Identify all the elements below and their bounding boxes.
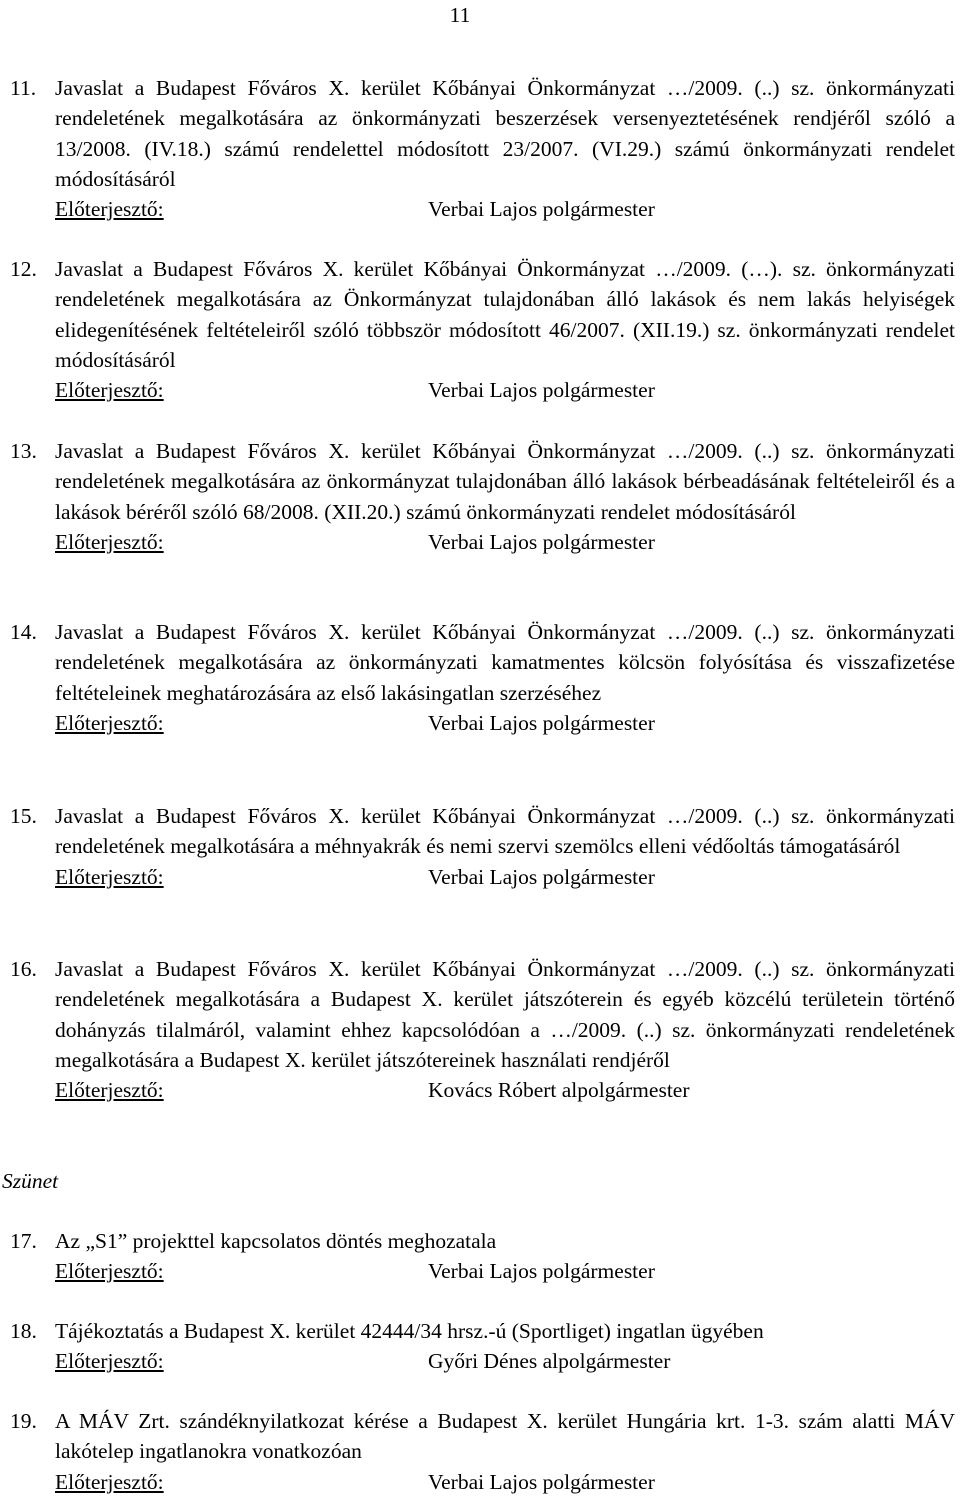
item-title: Az „S1” projekttel kapcsolatos döntés meghozatala xyxy=(55,1229,497,1253)
item-title: Tájékoztatás a Budapest X. kerület 42444/34 hrsz.-ú (Sportliget) ingatlan ügyében xyxy=(55,1319,764,1343)
item-number: 11. xyxy=(10,76,37,100)
presenter-label: Előterjesztő: xyxy=(55,378,164,403)
presenter-name: Verbai Lajos polgármester xyxy=(428,710,655,735)
item-number: 17. xyxy=(10,1229,37,1253)
break-label: Szünet xyxy=(2,1169,59,1193)
item-title: Javaslat a Budapest Főváros X. kerület Kőbányai Önkormányzat …/2009. (..) sz. önkormányzati rendeletének megalkotására az önkormányzat tulajdonában álló lakások bérbeadásának feltételeiről és a lakások béréről szóló 68/2008. (XII.20.) számú önkormányzati rendelet módosításáról xyxy=(55,439,955,524)
item-number: 16. xyxy=(10,957,37,981)
presenter-label: Előterjesztő: xyxy=(55,197,164,222)
item-title: Javaslat a Budapest Főváros X. kerület Kőbányai Önkormányzat …/2009. (..) sz. önkormányzati rendeletének megalkotására az önkormányzati beszerzések versenyeztetésének rendjéről szóló a 13/2008. (IV.18.) számú rendelettel módosított 23/2007. (VI.29.) számú önkormányzati rendelet módosításáról xyxy=(55,76,955,191)
agenda-item xyxy=(10,436,955,557)
presenter-name: Verbai Lajos polgármester xyxy=(428,1259,655,1284)
item-number: 19. xyxy=(10,1409,37,1433)
presenter-name: Verbai Lajos polgármester xyxy=(428,1469,655,1494)
presenter-label: Előterjesztő: xyxy=(55,1469,164,1494)
item-title: Javaslat a Budapest Főváros X. kerület Kőbányai Önkormányzat …/2009. (..) sz. önkormányzati rendeletének megalkotására a Budapest X. kerület játszóterein és egyéb közcélú területein történő dohányzás tilalmáról, valamint ehhez kapcsolódóan a …/2009. (..) sz. önkormányzati rendeletének megalkotására a Budapest X. kerület játszótereinek használati rendjéről xyxy=(55,957,955,1072)
agenda-item xyxy=(10,1316,955,1377)
presenter-row xyxy=(10,527,955,557)
presenter-label: Előterjesztő: xyxy=(55,1349,164,1374)
item-number: 13. xyxy=(10,439,37,463)
presenter-label: Előterjesztő: xyxy=(55,864,164,889)
agenda-item xyxy=(10,1226,955,1287)
presenter-label: Előterjesztő: xyxy=(55,529,164,554)
presenter-row xyxy=(10,1075,955,1105)
agenda-item xyxy=(10,254,955,405)
presenter-row xyxy=(10,375,955,405)
item-title: A MÁV Zrt. szándéknyilatkozat kérése a Budapest X. kerület Hungária krt. 1-3. szám alatti MÁV lakótelep ingatlanokra vonatkozóan xyxy=(55,1409,955,1464)
agenda-item xyxy=(10,801,955,892)
presenter-label: Előterjesztő: xyxy=(55,1259,164,1284)
page-number: 11 xyxy=(449,3,471,27)
item-number: 12. xyxy=(10,257,37,281)
agenda-item xyxy=(10,954,955,1105)
presenter-name: Verbai Lajos polgármester xyxy=(428,378,655,403)
item-title: Javaslat a Budapest Főváros X. kerület Kőbányai Önkormányzat …/2009. (…). sz. önkormányzati rendeletének megalkotására az Önkormányzat tulajdonában álló lakások és nem lakás helyiségek elidegenítésének feltételeiről szóló többször módosított 46/2007. (XII.19.) sz. önkormányzati rendelet módosításáról xyxy=(55,257,955,372)
item-title: Javaslat a Budapest Főváros X. kerület Kőbányai Önkormányzat …/2009. (..) sz. önkormányzati rendeletének megalkotására a méhnyakrák és nemi szervi szemölcs elleni védőoltás támogatásáról xyxy=(55,804,955,859)
item-title: Javaslat a Budapest Főváros X. kerület Kőbányai Önkormányzat …/2009. (..) sz. önkormányzati rendeletének megalkotására az önkormányzati kamatmentes kölcsön folyósítása és visszafizetése feltételeinek meghatározására az első lakásingatlan szerzéséhez xyxy=(55,620,955,705)
presenter-row xyxy=(10,862,955,892)
presenter-name: Kovács Róbert alpolgármester xyxy=(428,1078,690,1103)
presenter-name: Verbai Lajos polgármester xyxy=(428,529,655,554)
presenter-row xyxy=(10,1346,955,1376)
presenter-row xyxy=(10,1467,955,1497)
presenter-label: Előterjesztő: xyxy=(55,710,164,735)
agenda-item xyxy=(10,73,955,224)
agenda-item xyxy=(10,617,955,738)
presenter-row xyxy=(10,194,955,224)
presenter-label: Előterjesztő: xyxy=(55,1078,164,1103)
presenter-row xyxy=(10,708,955,738)
presenter-row xyxy=(10,1256,955,1286)
presenter-name: Győri Dénes alpolgármester xyxy=(428,1349,671,1374)
presenter-name: Verbai Lajos polgármester xyxy=(428,864,655,889)
presenter-name: Verbai Lajos polgármester xyxy=(428,197,655,222)
item-number: 18. xyxy=(10,1319,37,1343)
item-number: 14. xyxy=(10,620,37,644)
item-number: 15. xyxy=(10,804,37,828)
agenda-item xyxy=(10,1406,955,1497)
